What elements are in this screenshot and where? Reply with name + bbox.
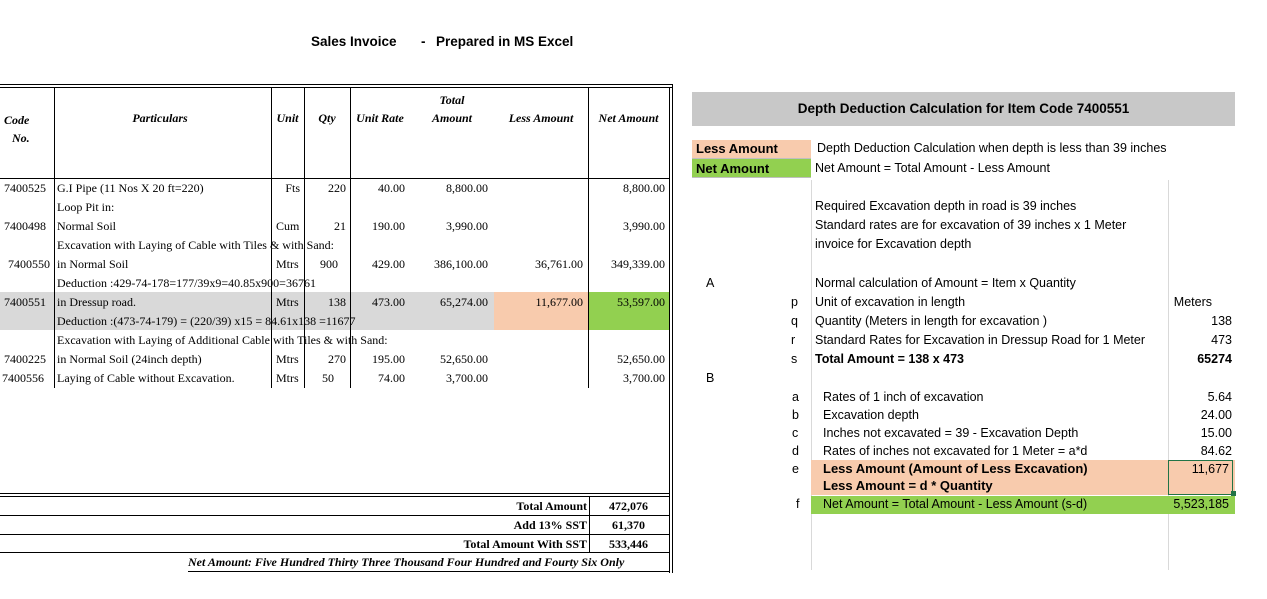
row-particulars: Deduction :(473-74-179) = (220/39) x15 = 84.61x138 =11677 — [57, 314, 356, 328]
total-amount-label: Total Amount — [516, 499, 587, 513]
row-text2: Less Amount = d * Quantity — [823, 478, 993, 493]
row-net: 349,339.00 — [611, 257, 665, 271]
row-rate: 190.00 — [372, 219, 405, 233]
header-unit: Unit — [276, 111, 299, 125]
row-net: 8,800.00 — [623, 181, 665, 195]
header-qty: Qty — [318, 111, 336, 125]
row-qty: 270 — [328, 352, 346, 366]
section-b-label: B — [706, 371, 715, 385]
row-value: 5,523,185 — [1173, 497, 1229, 511]
row-less: 36,761.00 — [535, 257, 583, 271]
row-qty: 138 — [328, 295, 346, 309]
row-particulars: Loop Pit in: — [57, 200, 115, 214]
row-text: Rates of 1 inch of excavation — [823, 390, 984, 404]
row-particulars: in Dressup road. — [57, 295, 136, 309]
row-key: r — [791, 333, 796, 347]
row-text: Standard Rates for Excavation in Dressup Road for 1 Meter — [815, 333, 1146, 347]
row-key: d — [792, 444, 799, 458]
sst-label: Add 13% SST — [513, 518, 587, 532]
note-line: invoice for Excavation depth — [815, 237, 972, 251]
row-rate: 195.00 — [372, 352, 405, 366]
row-particulars: in Normal Soil (24inch depth) — [57, 352, 202, 366]
total-with-sst-label: Total Amount With SST — [463, 537, 587, 551]
invoice-title: Sales Invoice — [311, 34, 397, 49]
row-text: Total Amount = 138 x 473 — [815, 352, 965, 366]
row-code: 7400551 — [4, 295, 46, 309]
row-net: 3,700.00 — [623, 371, 665, 385]
header-particulars: Particulars — [132, 111, 188, 125]
row-value: 15.00 — [1200, 426, 1232, 440]
row-unit: Mtrs — [276, 295, 299, 309]
row-unit: Mtrs — [276, 257, 299, 271]
row-key: s — [791, 352, 798, 366]
header-total: Total — [439, 93, 465, 107]
row-value: 5.64 — [1207, 390, 1232, 404]
row-qty: 50 — [322, 371, 334, 385]
row-particulars: Laying of Cable without Excavation. — [57, 371, 235, 385]
calc-title-bar — [692, 92, 1235, 126]
total-with-sst-value: 533,446 — [609, 537, 648, 551]
row-total: 3,990.00 — [446, 219, 488, 233]
row-net: 3,990.00 — [623, 219, 665, 233]
row-total: 52,650.00 — [440, 352, 488, 366]
row-code: 7400550 — [8, 257, 50, 271]
row-net: 52,650.00 — [617, 352, 665, 366]
row-value: 24.00 — [1200, 408, 1232, 422]
row-particulars: G.I Pipe (11 Nos X 20 ft=220) — [57, 181, 204, 195]
row-text: Excavation depth — [823, 408, 919, 422]
header-code: Code — [4, 113, 30, 127]
header-unit-rate: Unit Rate — [356, 111, 404, 125]
header-net-amount: Net Amount — [598, 111, 659, 125]
calc-title: Depth Deduction Calculation for Item Code 7400551 — [797, 101, 1130, 116]
row-key: e — [792, 462, 799, 476]
row-text: Unit of excavation in length — [815, 295, 966, 309]
row-text: Quantity (Meters in length for excavation ) — [815, 314, 1048, 328]
row-value: 138 — [1211, 314, 1232, 328]
row-unit: Mtrs — [276, 371, 299, 385]
row-value: Meters — [1173, 295, 1212, 309]
note-line: Required Excavation depth in road is 39 inches — [815, 199, 1077, 213]
row-rate: 429.00 — [372, 257, 405, 271]
header-less-amount: Less Amount — [508, 111, 574, 125]
row-particulars: Excavation with Laying of Cable with Tiles & with Sand: — [57, 238, 334, 252]
row-particulars: Normal Soil — [57, 219, 116, 233]
row-qty: 900 — [320, 257, 338, 271]
row-text: Inches not excavated = 39 - Excavation Depth — [823, 426, 1079, 440]
legend-less-label: Less Amount — [696, 141, 778, 156]
section-a-label: A — [706, 276, 715, 290]
row-value: 473 — [1211, 333, 1232, 347]
row-key: c — [792, 426, 799, 440]
row-total: 8,800.00 — [446, 181, 488, 195]
row-text: Less Amount (Amount of Less Excavation) — [823, 461, 1088, 476]
invoice-subtitle: Prepared in MS Excel — [436, 34, 574, 49]
row-value: 65274 — [1197, 352, 1232, 366]
row-key: q — [791, 314, 798, 328]
header-amount: Amount — [431, 111, 473, 125]
row-rate: 473.00 — [372, 295, 405, 309]
row-code: 7400225 — [4, 352, 46, 366]
legend-net-label: Net Amount — [696, 161, 770, 176]
row-total: 3,700.00 — [446, 371, 488, 385]
section-a-heading: Normal calculation of Amount = Item x Quantity — [815, 276, 1076, 290]
row-text: Net Amount = Total Amount - Less Amount (s-d) — [823, 497, 1088, 511]
row-qty: 220 — [328, 181, 346, 195]
row-code: 7400525 — [4, 181, 46, 195]
row-rate: 40.00 — [378, 181, 405, 195]
row-particulars: Excavation with Laying of Additional Cable with Tiles & with Sand: — [57, 333, 388, 347]
row-key: f — [796, 497, 800, 511]
row-net: 53,597.00 — [617, 295, 665, 309]
row-total: 386,100.00 — [434, 257, 488, 271]
row-unit: Fts — [285, 181, 300, 195]
row-code: 7400498 — [4, 219, 46, 233]
row-value: 84.62 — [1200, 444, 1232, 458]
row-particulars: in Normal Soil — [57, 257, 129, 271]
row-less: 11,677.00 — [535, 295, 583, 309]
row-particulars: Deduction :429-74-178=177/39x9=40.85x900=36761 — [57, 276, 316, 290]
row-key: a — [792, 390, 799, 404]
legend-less-text: Depth Deduction Calculation when depth is less than 39 inches — [817, 141, 1167, 155]
legend-net-text: Net Amount = Total Amount - Less Amount — [815, 161, 1050, 175]
row-code: 7400556 — [2, 371, 44, 385]
row-text: Rates of inches not excavated for 1 Meter = a*d — [823, 444, 1088, 458]
row-key: p — [791, 295, 798, 309]
amount-in-words: Net Amount: Five Hundred Thirty Three Thousand Four Hundred and Fourty Six Only — [188, 555, 625, 569]
header-no: No. — [12, 131, 30, 145]
title-dash: - — [421, 34, 426, 49]
row-value: 11,677 — [1191, 462, 1229, 476]
row-unit: Mtrs — [276, 352, 299, 366]
note-line: Standard rates are for excavation of 39 inches x 1 Meter — [815, 218, 1127, 232]
row-qty: 21 — [334, 219, 346, 233]
row-rate: 74.00 — [378, 371, 405, 385]
row-key: b — [792, 408, 799, 422]
row-total: 65,274.00 — [440, 295, 488, 309]
row-unit: Cum — [276, 219, 300, 233]
total-amount-value: 472,076 — [609, 499, 648, 513]
sst-value: 61,370 — [612, 518, 645, 532]
